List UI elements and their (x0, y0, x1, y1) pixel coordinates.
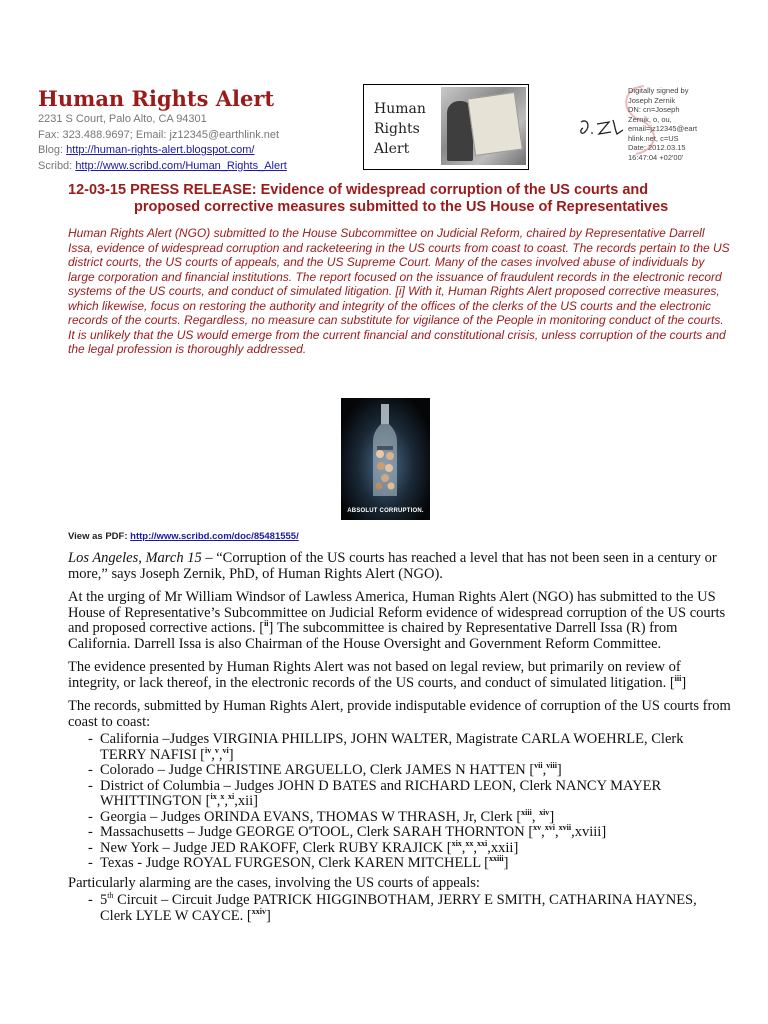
list-item: - District of Columbia – Judges JOHN D BATES and RICHARD LEON, Clerk NANCY MAYER WHITTINGTON [$^{ix}$,$^x$,$^{xi}$,xii] (88, 777, 662, 809)
list-item-text: Georgia – Judges ORINDA EVANS, THOMAS W THRASH, Jr, Clerk [ (100, 808, 522, 825)
paragraph-3 (68, 660, 732, 691)
scribd-label: Scribd: (38, 159, 73, 172)
sep: , (461, 839, 466, 856)
sep: , (224, 793, 228, 809)
scribd-link[interactable]: http://www.scribd.com/Human_Rights_Alert (75, 159, 287, 172)
footnote-ref[interactable]: ix (210, 792, 217, 802)
handwritten-signature (575, 116, 625, 140)
logo-photo (441, 87, 526, 165)
org-contact-info (38, 112, 287, 174)
paragraph-5: Particularly alarming are the cases, involving the US courts of appeals: (68, 874, 480, 891)
org-scribd (38, 159, 287, 175)
footnote-ref[interactable]: xx (465, 838, 474, 848)
footnote-ref[interactable]: xi (227, 792, 235, 802)
list-item-text: Texas - Judge ROYAL FURGESON, Clerk KAREN MITCHELL [ (100, 855, 489, 871)
list-item: - Georgia – Judges ORINDA EVANS, THOMAS W THRASH, Jr, Clerk [$^{xiii}$, $^{xiv}$] (88, 807, 555, 825)
blog-link[interactable]: http://human-rights-alert.blogspot.com/ (66, 144, 255, 156)
list-item-text: Massachusetts – Judge GEORGE O'TOOL, Clerk SARAH THORNTON [ (100, 824, 534, 840)
paragraph-1-text: – “Corruption of the US courts has reached a level that has not been seen in a century or more,” says Joseph Zernik, PhD, of Human Rights Alert (NGO). (68, 550, 717, 582)
sig-line: Digitally signed by (628, 86, 689, 95)
list-item: - Texas - Judge ROYAL FURGESON, Clerk KAREN MITCHELL [$^{xxiii}$] (88, 854, 509, 871)
footnote-ref[interactable]: xiii (521, 807, 532, 817)
footnote-ref[interactable]: xxi (477, 838, 488, 848)
list-item-text: District of Columbia – Judges JOHN D BATES and RICHARD LEON, Clerk NANCY MAYER WHITTINGTON [ (100, 777, 662, 809)
appeals-courts-list (68, 893, 732, 924)
sep: , (473, 839, 478, 856)
list-item: - Massachusetts – Judge GEORGE O'TOOL, Clerk SARAH THORNTON [$^{xv}$,$^{xvi}$,$^{xvii}$,xviii] (88, 823, 607, 840)
logo-line-3: Alert (374, 141, 410, 157)
list-item-end: ,xxii] (487, 839, 519, 856)
org-address: 2231 S Court, Palo Alto, CA 94301 (38, 113, 207, 125)
footnote-ref[interactable]: vii (534, 761, 543, 771)
sig-line: hlink.net, c=US (628, 133, 679, 143)
sep: , (542, 762, 547, 778)
district-courts-list (68, 732, 732, 872)
sig-line: Date: 2012.03.15 (628, 143, 686, 152)
list-item-end: ,xviii] (571, 824, 607, 840)
footnote-ref[interactable]: vi (222, 745, 229, 755)
list-item: - California –Judges VIRGINIA PHILLIPS, JOHN WALTER, Magistrate CARLA WOEHRLE, Clerk TERRY NAFISI [$^{iv}$,$^v$,$^{vi}$] (88, 731, 684, 763)
org-fax-email: Fax: 323.488.9697; Email: jz12345@earthlink.net (38, 128, 280, 141)
press-release-title (68, 182, 728, 216)
footnote-ref[interactable]: xvii (558, 823, 572, 833)
view-pdf-link[interactable]: http://www.scribd.com/doc/85481555/ (130, 531, 299, 542)
press-release-body (68, 551, 732, 928)
bottle-graphic (371, 404, 399, 500)
footnote-ref[interactable]: xv (533, 823, 542, 833)
sep: , (218, 746, 223, 763)
org-blog (38, 143, 287, 159)
paragraph-3-text: The evidence presented by Human Rights Alert was not based on legal review, but primarily on review of integrity, or lack thereof, in the electronic records of the US courts, and conduct of simulated litigation. [ (68, 659, 681, 691)
digital-signature-info (628, 86, 748, 162)
sig-line: Joseph Zernik (628, 95, 676, 105)
footnote-ref[interactable]: ii (264, 619, 269, 629)
footnote-ref[interactable]: xxiii (488, 854, 504, 864)
dateline: Los Angeles, March 15 (68, 550, 202, 566)
paragraph-2-text: At the urging of Mr William Windsor of Lawless America, Human Rights Alert (NGO) has submitted to the US House of Representative’s Subcommittee on Judicial Reform evidence of widespread corruption of the US courts and proposed corrective actions. [ (68, 589, 726, 636)
list-item-end: ,xii] (234, 793, 258, 809)
ordinal-suffix: th (107, 891, 114, 901)
paragraph-1 (68, 551, 732, 582)
logo-line-1: Human (374, 101, 426, 117)
paragraph-2 (68, 590, 732, 652)
footnote-ref[interactable]: iv (205, 745, 212, 755)
sep: , (555, 824, 559, 840)
logo-text (374, 99, 426, 159)
paragraph-3-text-cont: ] (681, 674, 687, 691)
view-as-pdf (68, 531, 299, 542)
blog-label: Blog: (38, 144, 64, 156)
list-item-end: ] (556, 762, 562, 778)
list-item-end: ] (228, 746, 234, 763)
footnote-ref[interactable]: v (214, 745, 219, 755)
sig-line: DN: cn=Joseph (628, 105, 680, 114)
list-item-end: ] (265, 907, 271, 924)
footnote-ref[interactable]: viii (546, 761, 557, 771)
sep: , (211, 746, 215, 763)
absolut-corruption-poster (341, 398, 430, 520)
list-item: - 5th Circuit – Circuit Judge PATRICK HIGGINBOTHAM, JERRY E SMITH, CATHARINA HAYNES, Clerk LYLE W CAYCE. [$^{xxiv}$] (88, 891, 697, 924)
list-item-end: ] (503, 855, 509, 871)
footnote-ref[interactable]: x (220, 792, 225, 802)
sig-line: email=jz12345@eart (628, 124, 698, 133)
footnote-ref[interactable]: xvi (544, 823, 556, 833)
sig-line: Zernik, o, ou, (628, 114, 672, 124)
circuit-number: 5 (100, 892, 108, 908)
sep: , (541, 824, 545, 840)
list-item-text: Circuit – Circuit Judge PATRICK HIGGINBOTHAM, JERRY E SMITH, CATHARINA HAYNES, Clerk LYLE W CAYCE. [ (100, 892, 697, 924)
sep: , (531, 808, 540, 825)
org-logo (363, 84, 529, 170)
org-title: Human Rights Alert (38, 86, 275, 111)
paragraph-4: The records, submitted by Human Rights Alert, provide indisputable evidence of corruption of the US courts from coast to coast: (68, 698, 731, 730)
press-release-abstract: Human Rights Alert (NGO) submitted to the House Subcommittee on Judicial Reform, chaired by Representative Darrell Issa, evidence of widespread corruption and racketeering in the US courts from coast to coast. The records pertain to the US district courts, the US courts of appeals, and the US Supreme Court. Many of the cases involved abuse of individuals by large corporation and financial institutions. The report focused on the issuance of fraudulent records in the electronic record systems of the US courts, and conduct of simulated litigation. [i] With it, Human Rights Alert proposed corrective measures, which likewise, focus on restoring the authority and integrity of the offices of the clerks of the US courts and the electronic records of the courts. Regardless, no measure can substitute for vigilance of the People in monitoring conduct of the courts. It is unlikely that the US would emerge from the current financial and constitutional crisis, unless corruption of the courts and the legal profession is thoroughly addressed. (68, 226, 730, 356)
sep: , (216, 793, 221, 809)
footnote-ref[interactable]: xix (451, 838, 462, 848)
list-item-text: New York – Judge JED RAKOFF, Clerk RUBY KRAJICK [ (100, 839, 452, 856)
footnote-ref[interactable]: xxiv (251, 906, 266, 916)
title-line-2: proposed corrective measures submitted to the US House of Representatives (134, 199, 669, 215)
poster-caption: ABSOLUT CORRUPTION. (347, 508, 424, 514)
list-item-text: California –Judges VIRGINIA PHILLIPS, JOHN WALTER, Magistrate CARLA WOEHRLE, Clerk TERRY NAFISI [ (100, 731, 684, 763)
title-line-1: 12-03-15 PRESS RELEASE: Evidence of widespread corruption of the US courts and (68, 182, 649, 198)
list-item: - New York – Judge JED RAKOFF, Clerk RUBY KRAJICK [$^{xix}$,$^{xx}$,$^{xxi}$,xxii] (88, 838, 519, 856)
list-item-text: Colorado – Judge CHRISTINE ARGUELLO, Clerk JAMES N HATTEN [ (100, 762, 535, 778)
footnote-ref[interactable]: iii (674, 673, 682, 683)
list-item: - Colorado – Judge CHRISTINE ARGUELLO, Clerk JAMES N HATTEN [$^{vii}$,$^{viii}$] (88, 761, 562, 778)
logo-line-2: Rights (374, 121, 420, 137)
sig-line: 16:47:04 +02'00' (628, 152, 684, 162)
view-pdf-label: View as PDF: (68, 531, 128, 542)
logo-photo-scroll (467, 92, 523, 156)
paragraph-2-text-cont: ] The subcommittee is chaired by Representative Darrell Issa (R) from California. Darrell Issa is also Chairman of the House Oversight and Government Reform Committee. (68, 620, 678, 652)
footnote-ref[interactable]: xiv (539, 807, 550, 817)
list-item-end: ] (549, 808, 555, 825)
